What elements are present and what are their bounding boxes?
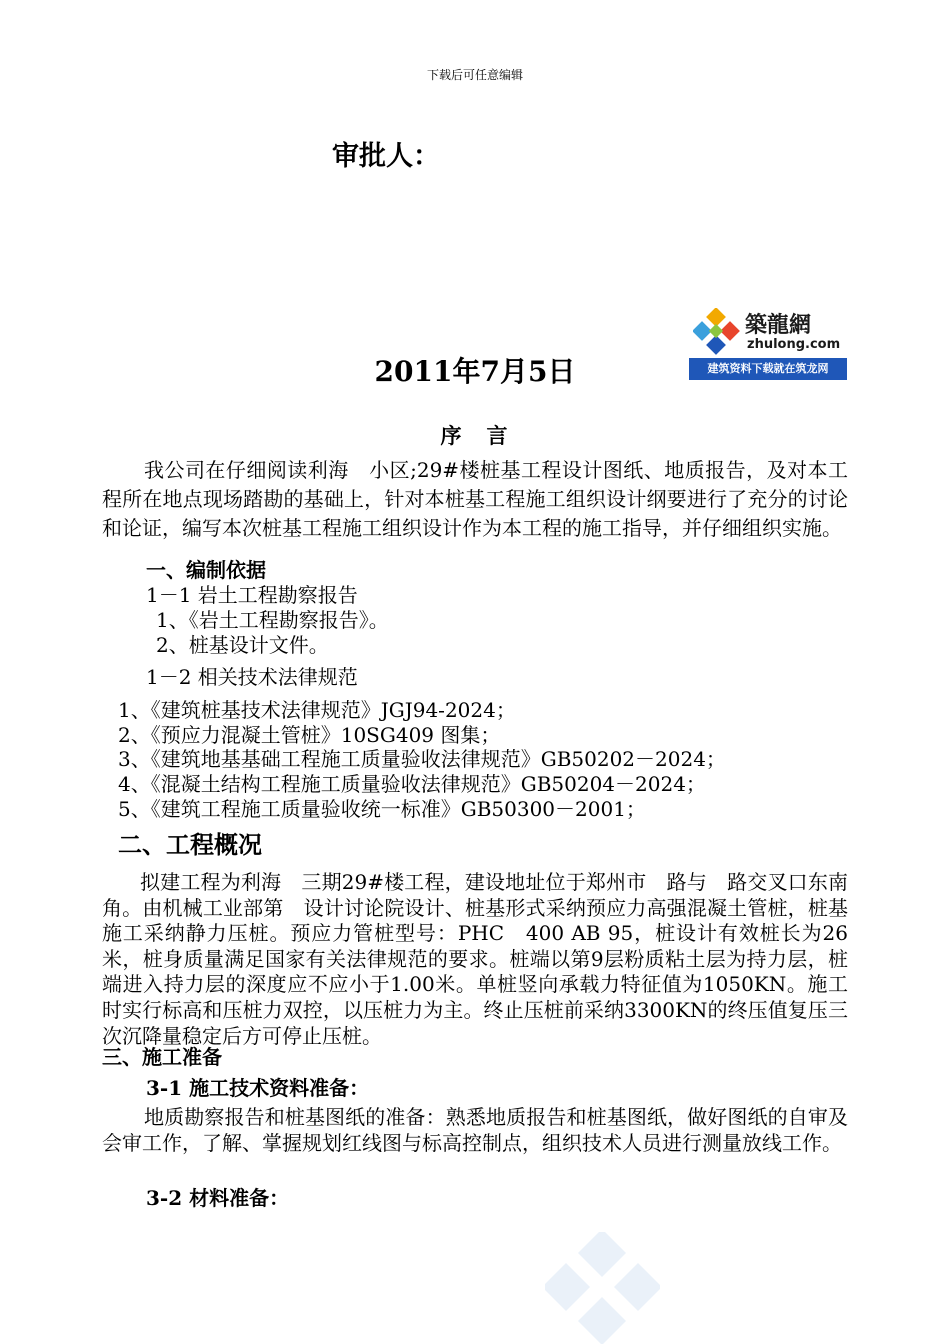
regulation-item: 1、《建筑桩基技术法律规范》JGJ94-2024； — [118, 698, 516, 722]
section3-sub1-body: 地质勘察报告和桩基图纸的准备：熟悉地质报告和桩基图纸，做好图纸的自审及会审工作，了解、掌握规划红线图与标高控制点，组织技术人员进行测量放线工作。 — [102, 1105, 848, 1155]
approver-label: 审批人： — [332, 141, 440, 172]
section3-title: 三、施工准备 — [102, 1045, 222, 1069]
section1-sub1-item: 1、《岩土工程勘察报告》。 — [156, 608, 389, 632]
header-note: 下载后可任意编辑 — [426, 68, 523, 82]
watermark-icon — [545, 1232, 660, 1344]
logo-name: 築龍網 — [745, 313, 812, 338]
section2-title: 二、工程概况 — [118, 830, 262, 859]
section1-sub2-title: 1－2 相关技术法律规范 — [146, 665, 358, 689]
section1-sub1-title: 1－1 岩土工程勘察报告 — [146, 583, 358, 607]
regulation-item: 4、《混凝土结构工程施工质量验收法律规范》GB50204－2024； — [118, 772, 706, 796]
diamond-logo-icon — [693, 308, 741, 356]
regulation-item: 5、《建筑工程施工质量验收统一标准》GB50300－2001； — [118, 797, 646, 821]
section3-sub2-title: 3-2 材料准备： — [146, 1186, 290, 1210]
logo-slogan: 建筑资料下载就在筑龙网 — [689, 358, 847, 380]
section1-title: 一、编制依据 — [146, 558, 266, 582]
preface-title: 序 言 — [440, 423, 510, 448]
preface-body: 我公司在仔细阅读利海 小区;29#楼桩基工程设计图纸、地质报告，及对本工程所在地点现场踏勘的基础上，针对本桩基工程施工组织设计纲要进行了充分的讨论和论证，编写本次桩基工程施工组织设计作为本工程的施工指导，并仔细组织实施。 — [102, 458, 848, 540]
document-date: 2011年7月5日 — [374, 355, 576, 388]
regulation-item: 3、《建筑地基基础工程施工质量验收法律规范》GB50202－2024； — [118, 747, 726, 771]
section3-sub1-title: 3-1 施工技术资料准备： — [146, 1076, 370, 1100]
section1-sub1-item: 2、桩基设计文件。 — [156, 633, 329, 657]
regulation-item: 2、《预应力混凝土管桩》10SG409 图集； — [118, 723, 501, 747]
logo-domain: zhulong.com — [747, 337, 841, 352]
section2-body: 拟建工程为利海 三期29#楼工程，建设地址位于郑州市 路与 路交叉口东南角。由机械工业部第 设计讨论院设计、桩基形式采纳预应力高强混凝土管桩，桩基施工采纳静力压桩。预应力管桩型号：PHC 400 AB 95，桩设计有效桩长为26米，桩身质量满足国家有关法律规范的要求。桩端以第9层粉质粘土层为持力层，桩端进入持力层的深度应不应小于1.00米。单桩竖向承载力特征值为1050KN。施工时实行标高和压桩力双控，以压桩力为主。终止压桩前采纳3300KN的终压值复压三次沉降量稳定后方可停止压桩。 — [102, 870, 848, 1048]
